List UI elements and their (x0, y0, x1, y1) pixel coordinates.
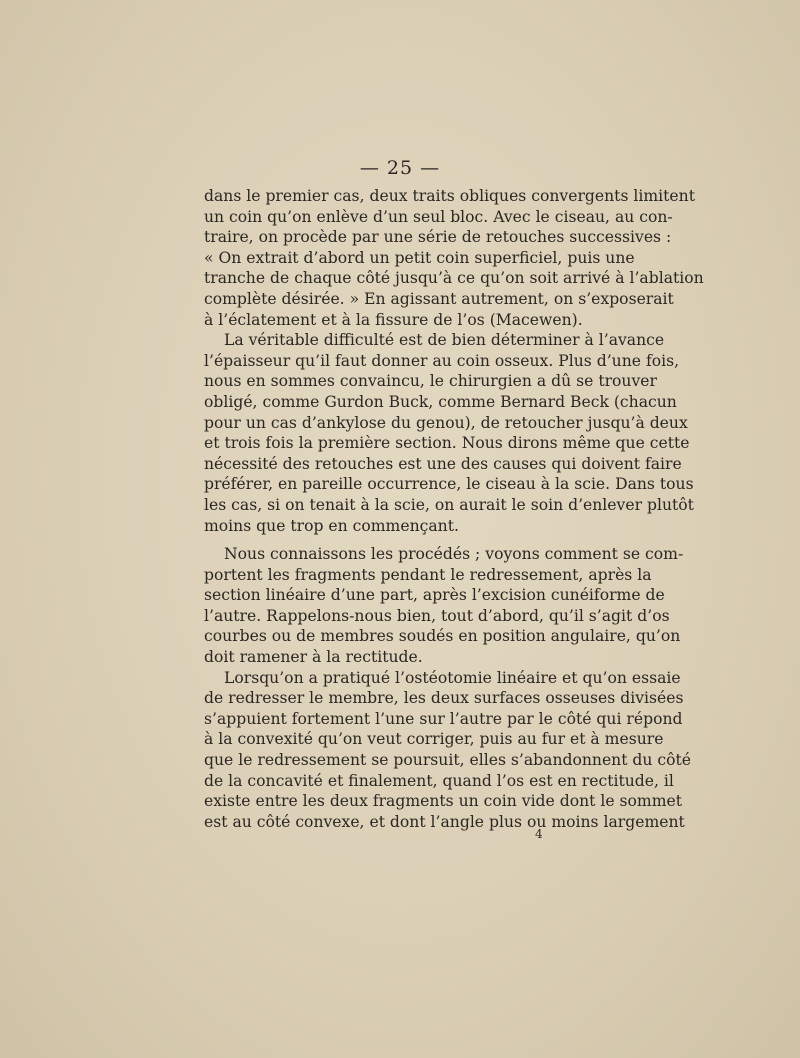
text-line: courbes ou de membres soudés en position angulaire, qu’on (204, 627, 681, 646)
text-line: de redresser le membre, les deux surfaces osseuses divisées (204, 689, 684, 708)
text-line: à la convexité qu’on veut corriger, puis au fur et à mesure (204, 730, 664, 749)
text-block-2 (204, 544, 692, 832)
text-line: un coin qu’on enlève d’un seul bloc. Avec le ciseau, au con- (204, 207, 673, 226)
paragraph-start-line: Nous connaissons les procédés ; voyons comment se com- (224, 545, 684, 563)
text-line: et trois fois la première section. Nous dirons même que cette (204, 434, 690, 453)
text-line: que le redressement se poursuit, elles s’abandonnent du côté (204, 750, 692, 769)
text-line: moins que trop en commençant. (204, 516, 459, 535)
text-line: est au côté convexe, et dont l’angle plus ou moins largement (204, 812, 685, 831)
text-block-1 (204, 186, 704, 536)
text-line: nous en sommes convaincu, le chirurgien a dû se trouver (204, 372, 657, 391)
paragraph-start-line: Lorsqu’on a pratiqué l’ostéotomie linéaire et qu’on essaie (224, 668, 681, 687)
text-line: à l’éclatement et à la fissure de l’os (Macewen). (204, 310, 583, 329)
text-line: portent les fragments pendant le redressement, après la (204, 565, 652, 584)
text-line: pour un cas d’ankylose du genou), de retoucher jusqu’à deux (204, 413, 688, 432)
paragraph-start-line: La véritable difficulté est de bien déterminer à l’avance (224, 331, 665, 350)
page-number: — 25 — (359, 157, 441, 179)
text-line: « On extrait d’abord un petit coin superficiel, puis une (204, 248, 635, 267)
signature-mark: 4 (535, 827, 543, 841)
text-line: obligé, comme Gurdon Buck, comme Bernard Beck (chacun (204, 392, 677, 411)
text-line: traire, on procède par une série de retouches successives : (204, 228, 672, 247)
text-line: l’épaisseur qu’il faut donner au coin osseux. Plus d’une fois, (204, 351, 680, 370)
text-line: doit ramener à la rectitude. (204, 647, 423, 666)
text-line: tranche de chaque côté jusqu’à ce qu’on soit arrivé à l’ablation (204, 269, 704, 288)
text-line: existe entre les deux fragments un coin vide dont le sommet (204, 792, 682, 811)
text-line: complète désirée. » En agissant autrement, on s’exposerait (204, 289, 674, 308)
text-line: les cas, si on tenait à la scie, on aurait le soin d’enlever plutôt (204, 495, 694, 514)
text-line: s’appuient fortement l’une sur l’autre par le côté qui répond (204, 709, 683, 728)
text-line: dans le premier cas, deux traits obliques convergents limitent (204, 187, 695, 205)
text-line: de la concavité et finalement, quand l’os est en rectitude, il (204, 771, 674, 790)
text-line: nécessité des retouches est une des causes qui doivent faire (204, 454, 682, 473)
text-line: préférer, en pareille occurrence, le ciseau à la scie. Dans tous (204, 475, 694, 494)
text-line: l’autre. Rappelons-nous bien, tout d’abord, qu’il s’agit d’os (204, 606, 670, 625)
text-line: section linéaire d’une part, après l’excision cunéiforme de (204, 586, 665, 605)
